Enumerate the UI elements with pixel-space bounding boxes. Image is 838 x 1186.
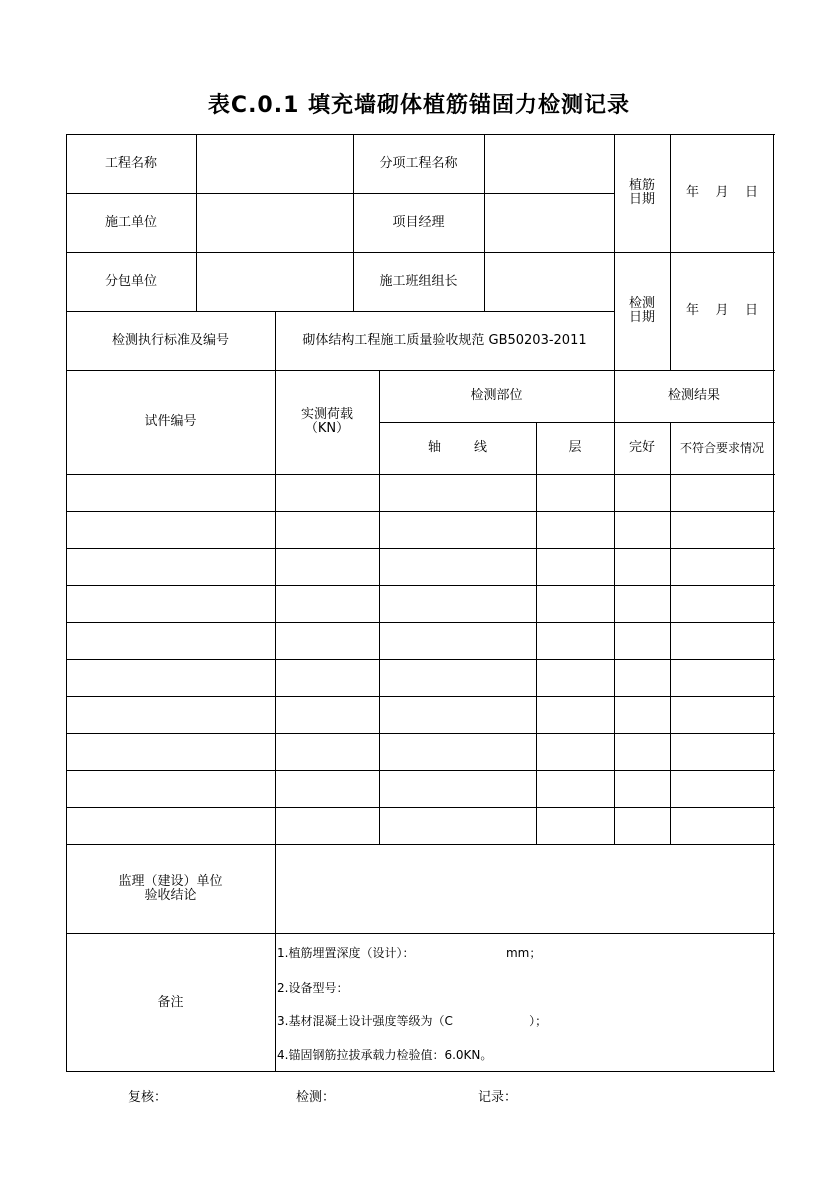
construction-unit-label: 施工单位 <box>104 214 157 230</box>
grid-line <box>353 134 354 312</box>
grid-line <box>66 252 775 253</box>
floor-cell[interactable] <box>536 770 614 807</box>
specimen-no-cell[interactable] <box>66 807 275 844</box>
measured-load-cell[interactable] <box>275 696 379 733</box>
sub-project-label: 分项工程名称 <box>379 155 458 171</box>
grid-line <box>66 696 775 697</box>
floor-cell[interactable] <box>536 622 614 659</box>
intact-cell[interactable] <box>614 770 670 807</box>
nonconforming-cell[interactable] <box>670 807 774 844</box>
grid-line <box>66 933 775 934</box>
record-signature-label: 记录： <box>478 1090 518 1105</box>
measured-load-header: 实测荷载 （KN） <box>300 407 353 436</box>
intact-cell[interactable] <box>614 807 670 844</box>
test-date-label: 检测 日期 <box>628 296 655 325</box>
floor-cell[interactable] <box>536 696 614 733</box>
grid-line <box>773 134 774 1072</box>
sub-project-value[interactable] <box>484 134 614 193</box>
project-name-value[interactable] <box>196 134 353 193</box>
remark-item-4: 4.锚固钢筋拉拔承载力检验值：6.0KN。 <box>277 1048 493 1062</box>
grid-line <box>66 585 775 586</box>
intact-cell[interactable] <box>614 659 670 696</box>
grid-line <box>66 474 775 475</box>
test-date-value[interactable]: 年 月 日 <box>685 303 759 318</box>
floor-cell[interactable] <box>536 474 614 511</box>
nonconforming-cell[interactable] <box>670 733 774 770</box>
inspection-record-table <box>66 134 774 1072</box>
test-location-header: 检测部位 <box>470 388 523 403</box>
standard-label: 检测执行标准及编号 <box>111 332 229 348</box>
intact-cell[interactable] <box>614 548 670 585</box>
grid-line <box>66 844 775 845</box>
specimen-no-cell[interactable] <box>66 659 275 696</box>
grid-line <box>484 134 485 312</box>
project-manager-label: 项目经理 <box>392 214 445 230</box>
subcontract-unit-value[interactable] <box>196 252 353 311</box>
specimen-no-cell[interactable] <box>66 696 275 733</box>
page-title: 表C.0.1 填充墙砌体植筋锚固力检测记录 <box>207 93 631 118</box>
floor-cell[interactable] <box>536 511 614 548</box>
specimen-no-cell[interactable] <box>66 733 275 770</box>
specimen-no-cell[interactable] <box>66 511 275 548</box>
axis-header: 轴 线 <box>427 440 488 455</box>
measured-load-cell[interactable] <box>275 585 379 622</box>
nonconforming-cell[interactable] <box>670 659 774 696</box>
remarks-label: 备注 <box>157 994 184 1010</box>
floor-cell[interactable] <box>536 659 614 696</box>
grid-line <box>670 134 671 253</box>
nonconforming-cell[interactable] <box>670 622 774 659</box>
axis-cell[interactable] <box>379 622 536 659</box>
axis-cell[interactable] <box>379 696 536 733</box>
nonconforming-cell[interactable] <box>670 474 774 511</box>
supervision-conclusion[interactable] <box>275 844 774 933</box>
axis-cell[interactable] <box>379 511 536 548</box>
specimen-no-cell[interactable] <box>66 622 275 659</box>
grid-line <box>614 370 615 845</box>
planting-date-label: 植筋 日期 <box>628 178 655 207</box>
nonconforming-cell[interactable] <box>670 585 774 622</box>
floor-cell[interactable] <box>536 807 614 844</box>
project-name-label: 工程名称 <box>104 155 157 171</box>
axis-cell[interactable] <box>379 770 536 807</box>
grid-line <box>275 311 276 845</box>
subcontract-unit-label: 分包单位 <box>104 273 157 289</box>
intact-header: 完好 <box>628 440 655 455</box>
intact-cell[interactable] <box>614 622 670 659</box>
floor-cell[interactable] <box>536 733 614 770</box>
grid-line <box>66 134 775 135</box>
grid-line <box>66 134 67 1072</box>
remark-item-2: 2.设备型号： <box>277 981 349 995</box>
grid-line <box>66 807 775 808</box>
floor-cell[interactable] <box>536 548 614 585</box>
intact-cell[interactable] <box>614 733 670 770</box>
remark-item-1: 1.植筋埋置深度（设计）： mm； <box>277 946 542 960</box>
floor-cell[interactable] <box>536 585 614 622</box>
measured-load-cell[interactable] <box>275 548 379 585</box>
measured-load-cell[interactable] <box>275 659 379 696</box>
grid-line <box>66 770 775 771</box>
grid-line <box>536 422 537 845</box>
nonconforming-cell[interactable] <box>670 548 774 585</box>
specimen-no-cell[interactable] <box>66 474 275 511</box>
intact-cell[interactable] <box>614 511 670 548</box>
measured-load-cell[interactable] <box>275 770 379 807</box>
grid-line <box>66 659 775 660</box>
grid-line <box>196 134 197 312</box>
nonconforming-cell[interactable] <box>670 696 774 733</box>
review-signature-label: 复核： <box>128 1090 168 1105</box>
grid-line <box>66 548 775 549</box>
grid-line <box>66 622 775 623</box>
intact-cell[interactable] <box>614 696 670 733</box>
intact-cell[interactable] <box>614 585 670 622</box>
test-signature-label: 检测： <box>296 1090 336 1105</box>
measured-load-cell[interactable] <box>275 622 379 659</box>
remark-item-3: 3.基材混凝土设计强度等级为（C ）； <box>277 1014 548 1028</box>
axis-cell[interactable] <box>379 548 536 585</box>
grid-line <box>66 370 775 371</box>
grid-line <box>66 311 615 312</box>
nonconforming-header: 不符合要求情况 <box>679 441 764 455</box>
grid-line <box>379 422 775 423</box>
axis-cell[interactable] <box>379 474 536 511</box>
nonconforming-cell[interactable] <box>670 770 774 807</box>
measured-load-cell[interactable] <box>275 733 379 770</box>
project-manager-value[interactable] <box>484 193 614 252</box>
construction-unit-value[interactable] <box>196 193 353 252</box>
grid-line <box>66 193 615 194</box>
axis-cell[interactable] <box>379 585 536 622</box>
measured-load-cell[interactable] <box>275 807 379 844</box>
axis-cell[interactable] <box>379 659 536 696</box>
measured-load-cell[interactable] <box>275 474 379 511</box>
grid-line <box>66 511 775 512</box>
axis-cell[interactable] <box>379 807 536 844</box>
grid-line <box>275 844 276 1072</box>
grid-line <box>670 422 671 845</box>
specimen-no-header: 试件编号 <box>144 414 197 429</box>
intact-cell[interactable] <box>614 474 670 511</box>
axis-cell[interactable] <box>379 733 536 770</box>
grid-line <box>379 370 380 845</box>
specimen-no-cell[interactable] <box>66 548 275 585</box>
test-result-header: 检测结果 <box>667 388 720 403</box>
measured-load-cell[interactable] <box>275 511 379 548</box>
team-leader-value[interactable] <box>484 252 614 311</box>
grid-line <box>670 252 671 371</box>
nonconforming-cell[interactable] <box>670 511 774 548</box>
standard-value: 砌体结构工程施工质量验收规范 GB50203-2011 <box>302 332 587 348</box>
team-leader-label: 施工班组组长 <box>379 273 458 289</box>
supervision-label: 监理（建设）单位 验收结论 <box>118 873 223 903</box>
grid-line <box>66 1071 775 1072</box>
floor-header: 层 <box>568 440 582 455</box>
planting-date-value[interactable]: 年 月 日 <box>685 185 759 200</box>
specimen-no-cell[interactable] <box>66 585 275 622</box>
grid-line <box>66 733 775 734</box>
specimen-no-cell[interactable] <box>66 770 275 807</box>
